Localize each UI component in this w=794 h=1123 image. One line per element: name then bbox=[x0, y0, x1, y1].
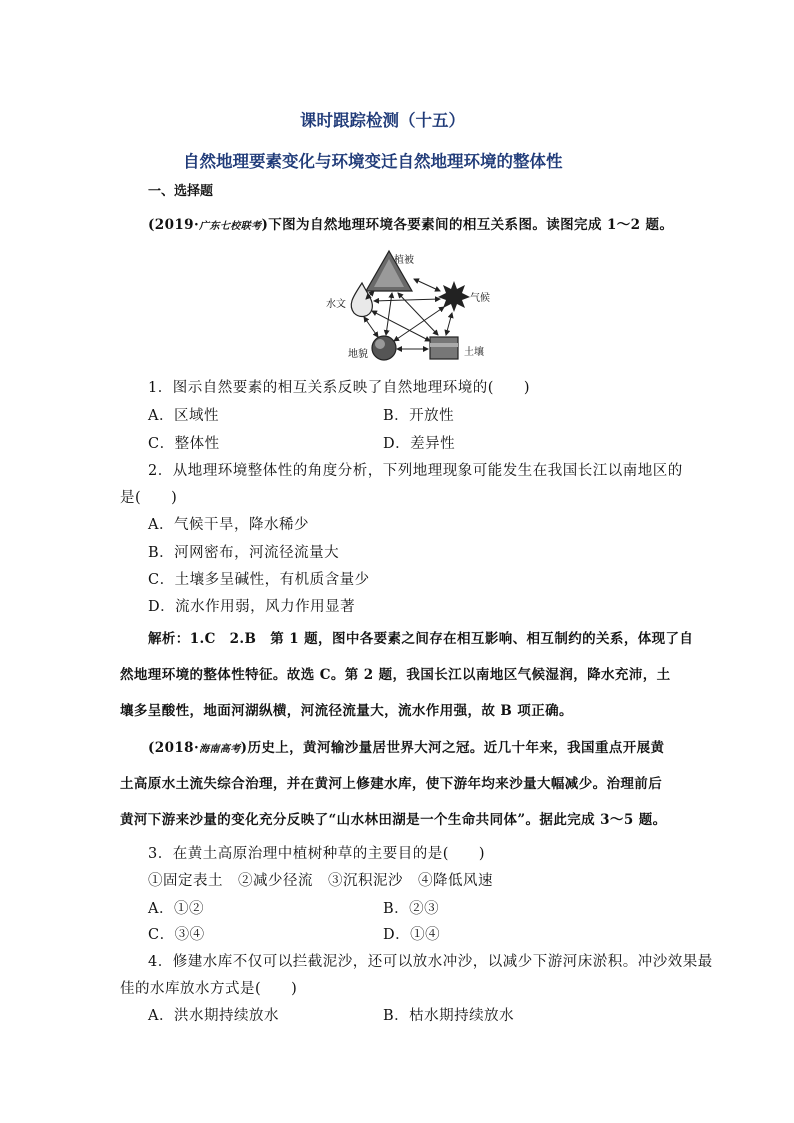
arrow-water-climate bbox=[374, 299, 440, 301]
intro-2-source: 海南高考 bbox=[199, 744, 241, 755]
question-4-stem-line1: 4．修建水库不仅可以拦截泥沙，还可以放水冲沙，以减少下游河床淤积。冲沙效果最 bbox=[148, 954, 713, 970]
analysis-line-3: 壤多呈酸性，地面河湖纵横，河流径流量大，流水作用强，故 B 项正确。 bbox=[120, 703, 573, 719]
question-2-stem-line2: 是( ) bbox=[120, 490, 178, 506]
analysis-line-2: 然地理环境的整体性特征。故选 C。第 2 题，我国长江以南地区气候湿润，降水充沛，土 bbox=[120, 667, 671, 683]
intro-2-line-3: 黄河下游来沙量的变化充分反映了“山水林田湖是一个生命共同体”。据此完成 3～5 题。 bbox=[120, 812, 667, 828]
label-landform: 地貌 bbox=[348, 349, 368, 360]
arrow-climate-landform bbox=[394, 307, 444, 341]
section-heading: 一、选择题 bbox=[148, 184, 214, 199]
analysis-line-1-text: 1.C 2.B 第 1 题，图中各要素之间存在相互影响、相互制约的关系，体现了自 bbox=[189, 631, 694, 647]
soil-image bbox=[430, 337, 458, 359]
question-3-option-b: B．②③ bbox=[383, 901, 440, 917]
landform-texture bbox=[375, 339, 385, 349]
intro-1-text: )下图为自然地理环境各要素间的相互关系图。读图完成 1～2 题。 bbox=[261, 217, 674, 233]
page-subtitle: 自然地理要素变化与环境变迁自然地理环境的整体性 bbox=[183, 152, 563, 171]
intro-1-prefix: (2019· bbox=[148, 217, 200, 233]
question-2-option-a: A．气候干旱，降水稀少 bbox=[148, 517, 309, 533]
label-hydrology: 水文 bbox=[326, 299, 346, 310]
intro-2-line-1 bbox=[148, 736, 664, 756]
question-2-option-c: C．土壤多呈碱性，有机质含量少 bbox=[148, 572, 370, 588]
question-1-option-c: C．整体性 bbox=[148, 436, 220, 452]
question-1-option-a: A．区域性 bbox=[148, 408, 219, 424]
question-3-option-d: D．①④ bbox=[383, 927, 441, 943]
label-climate: 气候 bbox=[470, 293, 490, 304]
intro-1 bbox=[148, 213, 673, 233]
arrow-veg-climate bbox=[414, 279, 440, 291]
page-title: 课时跟踪检测（十五） bbox=[300, 111, 465, 130]
arrow-climate-soil bbox=[446, 313, 452, 335]
intro-1-source: 广东七校联考 bbox=[199, 221, 262, 232]
question-1-stem: 1．图示自然要素的相互关系反映了自然地理环境的( ) bbox=[148, 380, 531, 396]
question-3-option-c: C．③④ bbox=[148, 927, 205, 943]
soil-texture bbox=[430, 343, 458, 347]
arrow-veg-landform bbox=[386, 293, 392, 335]
question-4-option-b: B．枯水期持续放水 bbox=[383, 1008, 515, 1024]
question-1-option-d: D．差异性 bbox=[383, 436, 456, 452]
intro-2-line-2: 土高原水土流失综合治理，并在黄河上修建水库，使下游年均来沙量大幅减少。治理前后 bbox=[120, 776, 663, 792]
intro-2-line-1-text: )历史上，黄河输沙量居世界大河之冠。近几十年来，我国重点开展黄 bbox=[240, 740, 665, 756]
question-3-items: ①固定表土 ②减少径流 ③沉积泥沙 ④降低风速 bbox=[148, 873, 493, 889]
relationship-diagram bbox=[322, 243, 512, 363]
label-vegetation: 植被 bbox=[394, 255, 414, 266]
question-3-stem: 3．在黄土高原治理中植树种草的主要目的是( ) bbox=[148, 846, 486, 862]
question-3-option-a: A．①② bbox=[148, 901, 204, 917]
question-4-option-a: A．洪水期持续放水 bbox=[148, 1008, 279, 1024]
question-1-option-b: B．开放性 bbox=[383, 408, 455, 424]
question-4-stem-line2: 佳的水库放水方式是( ) bbox=[120, 981, 298, 997]
question-2-option-b: B．河网密布，河流径流量大 bbox=[148, 545, 340, 561]
intro-2-prefix: (2018· bbox=[148, 740, 200, 756]
question-2-option-d: D．流水作用弱，风力作用显著 bbox=[148, 599, 356, 615]
landform-image bbox=[372, 336, 396, 360]
label-soil: 土壤 bbox=[464, 347, 484, 358]
question-2-stem-line1: 2．从地理环境整体性的角度分析，下列地理现象可能发生在我国长江以南地区的 bbox=[148, 463, 683, 479]
analysis-label: 解析： bbox=[148, 631, 190, 647]
analysis-line-1 bbox=[148, 627, 693, 647]
arrow-water-landform bbox=[364, 317, 378, 337]
